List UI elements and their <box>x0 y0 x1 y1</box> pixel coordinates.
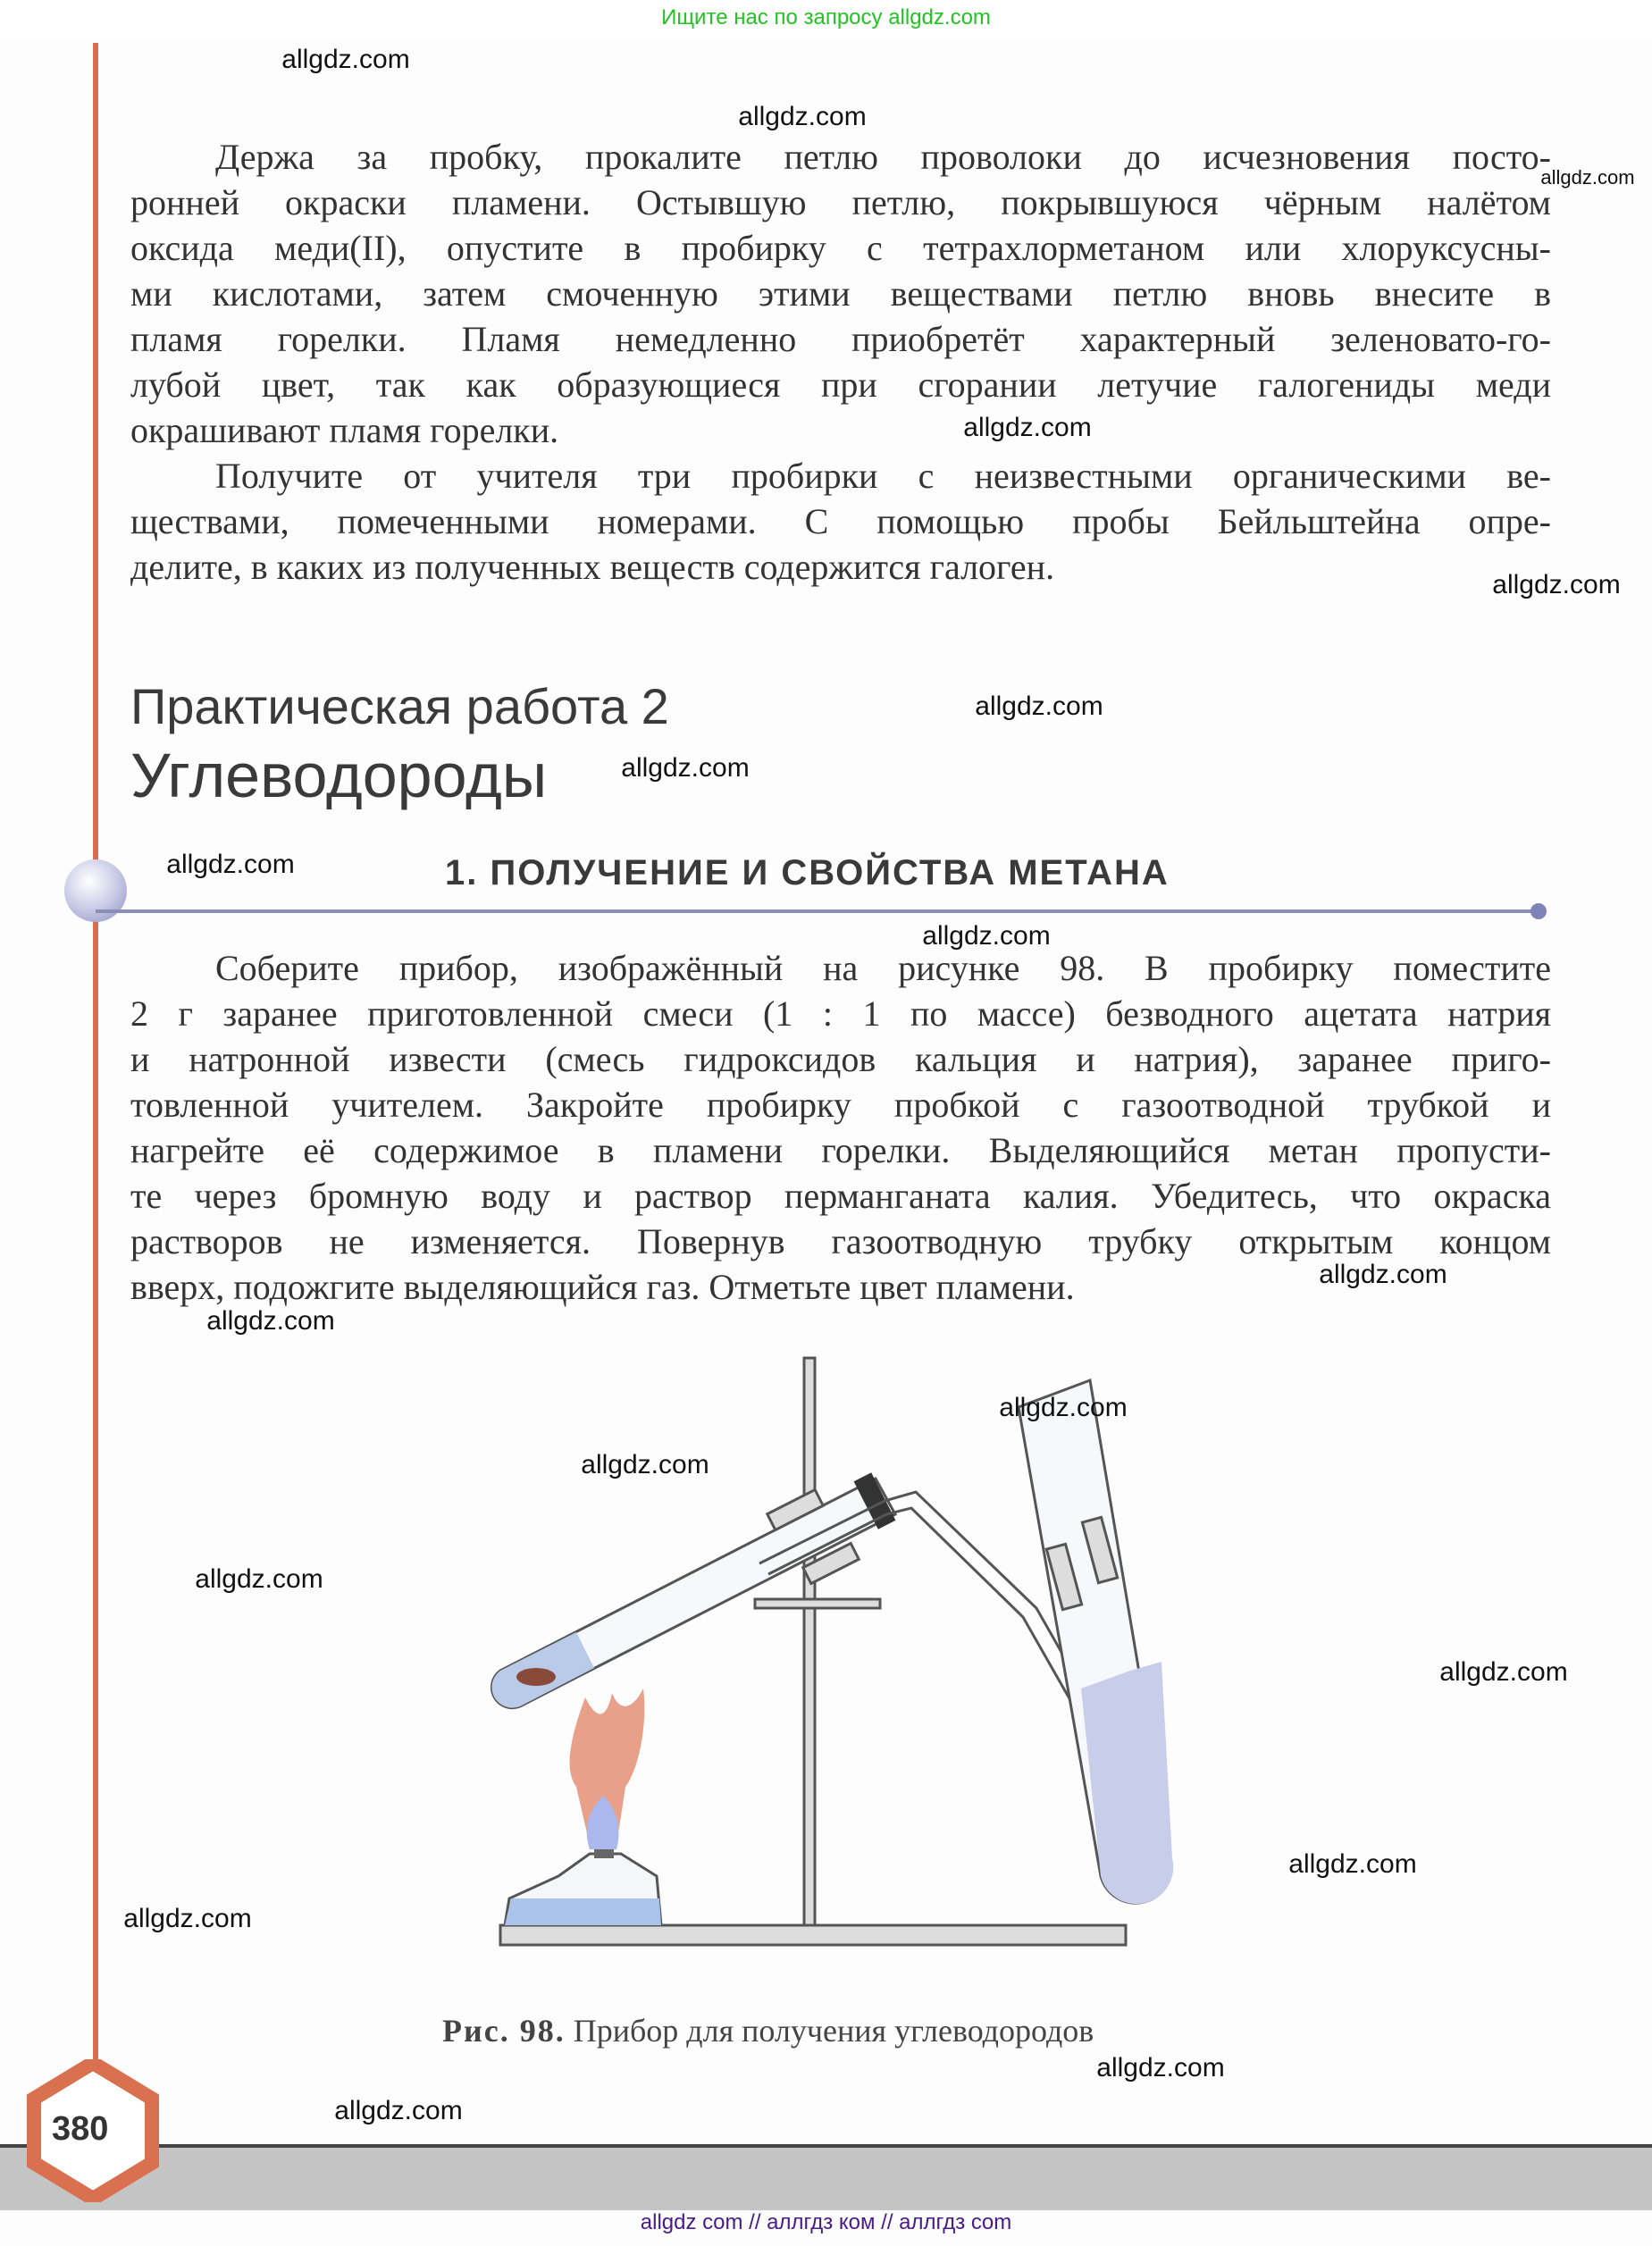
text-line: оксида меди(II), опустите в пробирку с тетрахлорметаном или хлоруксусны- <box>130 228 1551 268</box>
figure-caption <box>442 2012 1094 2049</box>
section-divider <box>96 909 1541 913</box>
test-tube-horizontal <box>491 1472 895 1707</box>
text-line: Получите от учителя три пробирки с неизвестными органическими ве- <box>215 456 1551 496</box>
text-line: 2 г заранее приготовленной смеси (1 : 1 по массе) безводного ацетата натрия <box>130 993 1551 1034</box>
caption-text: Прибор для получения углеводородов <box>573 2013 1094 2049</box>
bottom-links[interactable]: allgdz com // аллгдз ком // аллгдз com <box>640 2210 1012 2234</box>
text-line: пламя горелки. Пламя немедленно приобретёт характерный зеленовато-го- <box>130 319 1551 359</box>
watermark: allgdz.com <box>1492 570 1621 599</box>
practical-work-heading: Практическая работа 2 <box>130 678 669 734</box>
watermark: allgdz.com <box>206 1306 335 1336</box>
page-number: 380 <box>52 2110 109 2148</box>
watermark: allgdz.com <box>166 850 295 879</box>
text-line: нагрейте её содержимое в пламени горелки. Выделяющийся метан пропусти- <box>130 1130 1551 1170</box>
text-line: окрашивают пламя горелки. <box>130 410 559 450</box>
watermark: allgdz.com <box>975 691 1103 721</box>
text-line: Держа за пробку, прокалите петлю проволоки до исчезновения посто- <box>215 137 1551 177</box>
text-line: Соберите прибор, изображённый на рисунке 98. В пробирку поместите <box>215 948 1551 988</box>
burner <box>505 1689 661 1925</box>
watermark: allgdz.com <box>1439 1657 1568 1687</box>
page-footer-band <box>0 2144 1652 2210</box>
text-line: ронней окраски пламени. Остывшую петлю, покрывшуюся чёрным налётом <box>130 182 1551 222</box>
watermark: allgdz.com <box>281 45 410 74</box>
search-banner[interactable]: Ищите нас по запросу allgdz.com <box>0 0 1652 39</box>
test-tube-receiver <box>1019 1380 1173 1904</box>
watermark: allgdz.com <box>123 1904 252 1933</box>
text-line: те через бромную воду и раствор перманганата калия. Убедитесь, что окраска <box>130 1176 1551 1216</box>
watermark: allgdz.com <box>1288 1849 1417 1879</box>
watermark: allgdz.com <box>1540 166 1635 189</box>
watermark: allgdz.com <box>922 921 1051 951</box>
margin-line <box>93 43 98 2124</box>
paragraph-methane <box>130 945 1551 1310</box>
apparatus-figure <box>465 1340 1197 1974</box>
watermark: allgdz.com <box>1319 1260 1447 1289</box>
page-title: Углеводороды <box>130 741 548 810</box>
section-title: 1. ПОЛУЧЕНИЕ И СВОЙСТВА МЕТАНА <box>445 853 1170 893</box>
watermark: allgdz.com <box>999 1393 1128 1422</box>
text-line: и натронной извести (смесь гидроксидов кальция и натрия), заранее приго- <box>130 1039 1551 1079</box>
watermark: allgdz.com <box>581 1450 709 1479</box>
text-line: ществами, помеченными номерами. С помощью пробы Бейльштейна опре- <box>130 501 1551 541</box>
divider-dot-icon <box>1530 903 1547 919</box>
watermark: allgdz.com <box>334 2096 463 2125</box>
text-line: растворов не изменяется. Повернув газоотводную трубку открытым концом <box>130 1221 1551 1261</box>
watermark: allgdz.com <box>738 102 867 131</box>
text-line: вверх, подожгите выделяющийся газ. Отметьте цвет пламени. <box>130 1267 1075 1307</box>
text-line: товленной учителем. Закройте пробирку пробкой с газоотводной трубкой и <box>130 1085 1551 1125</box>
watermark: allgdz.com <box>195 1564 323 1594</box>
watermark: allgdz.com <box>1096 2053 1225 2083</box>
caption-label: Рис. 98. <box>442 2013 566 2049</box>
watermark: allgdz.com <box>963 413 1092 442</box>
text-line: ми кислотами, затем смоченную этими веществами петлю вновь внесите в <box>130 273 1551 314</box>
text-line: делите, в каких из полученных веществ содержится галоген. <box>130 547 1055 587</box>
paragraph-beilstein <box>130 134 1551 590</box>
watermark: allgdz.com <box>621 753 750 783</box>
text-line: лубой цвет, так как образующиеся при сгорании летучие галогениды меди <box>130 365 1551 405</box>
